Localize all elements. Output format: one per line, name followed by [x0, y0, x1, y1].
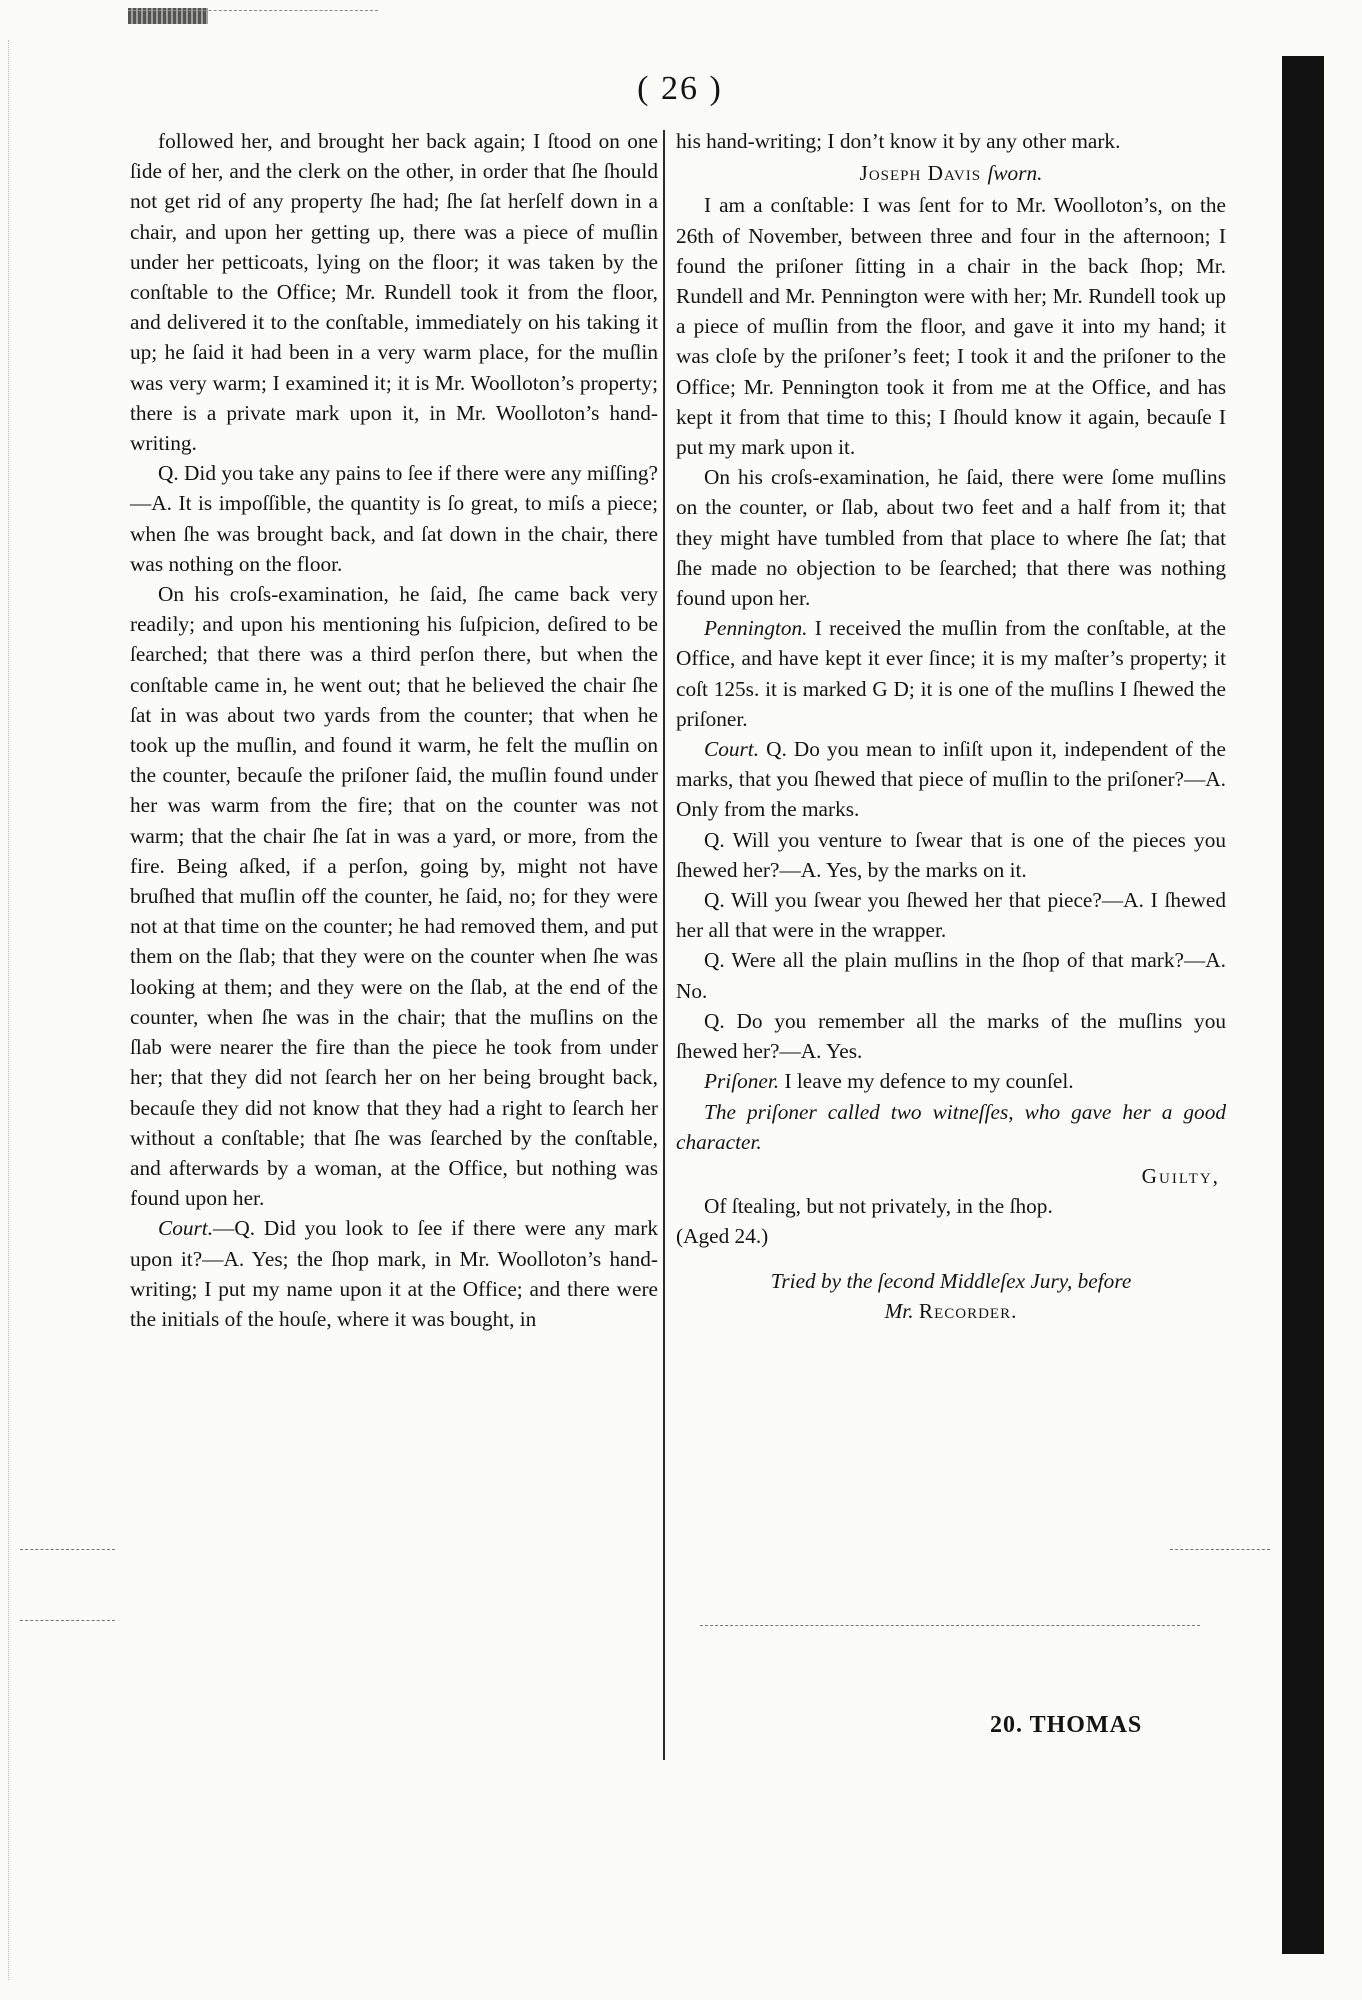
dashed-margin-line	[1170, 1549, 1270, 1551]
paragraph-text: Q. Were all the plain muſlins in the ſhop of that mark?—A. No.	[676, 948, 1226, 1003]
tried-by-text: Tried by the ſecond Middleſex Jury, before	[770, 1268, 1132, 1293]
top-rule	[128, 10, 378, 12]
left-paragraph	[130, 126, 658, 458]
left-paragraph	[130, 579, 658, 1213]
right-paragraph	[676, 885, 1226, 945]
paragraph-text: followed her, and brought her back again; I ſtood on one ſide of her, and the clerk on the other, in order that ſhe ſhould not get rid of any property ſhe had; ſhe ſat herſelf down in a chair, and upon her getting up, there was a piece of muſlin under her petticoats, lying on the floor; it was taken by the conſtable to the Office; Mr. Rundell took it from the floor, and delivered it to the conſtable, immediately on his taking it up; he ſaid it had been in a very warm place, for the muſlin was very warm; I examined it; it is Mr. Woolloton’s property; there is a private mark upon it, in Mr. Woolloton’s hand-writing.	[130, 129, 658, 456]
paragraph-text: I received the muſlin from the conſtable, at the Office, and have kept it ever ſince; it is my maſter’s property; it coſt 125s. it is marked G D; it is one of the muſlins I ſhewed the priſoner.	[676, 616, 1226, 731]
column-divider	[663, 130, 665, 1760]
prisoner-age: (Aged 24.)	[676, 1224, 769, 1249]
paragraph-text: Q. Did you take any pains to ſee if there were any miſſing?—A. It is impoſſible, the quantity is ſo great, to miſs a piece; when ſhe was brought back, and ſat down in the chair, there was nothing on the floor.	[130, 461, 658, 576]
verdict: Guilty,	[1141, 1163, 1220, 1188]
tried-by-judge-prefix: Mr.	[884, 1298, 914, 1323]
speaker-label: Court.	[158, 1216, 214, 1241]
prisoner-witnesses: The priſoner called two witneſſes, who gave her a good character.	[676, 1099, 1226, 1154]
right-paragraph	[676, 462, 1226, 613]
page-edge	[8, 40, 11, 1980]
tried-by-judge: Recorder.	[918, 1298, 1018, 1323]
right-column-intro: his hand-writing; I don’t know it by any other mark.	[676, 129, 1121, 153]
right-paragraph	[676, 734, 1226, 825]
paragraph-text: Q. Do you remember all the marks of the muſlins you ſhewed her?—A. Yes.	[676, 1008, 1226, 1064]
dashed-underline	[700, 1625, 1200, 1627]
paragraph-text: —Q. Did you look to ſee if there were any mark upon it?—A. Yes; the ſhop mark, in Mr. Woolloton’s hand-writing; I put my name upon it at the Office; and there were the initials of the houſe, where it was bought, in	[130, 1216, 658, 1331]
witness-heading	[676, 158, 1226, 188]
verdict-detail: Of ſtealing, but not privately, in the ſhop.	[704, 1194, 1053, 1219]
page-number: ( 26 )	[637, 70, 723, 107]
witness-sworn: ſworn.	[987, 161, 1043, 186]
right-column	[676, 126, 1226, 1326]
tried-by	[676, 1266, 1226, 1326]
paragraph-text: Q. Will you ſwear you ſhewed her that piece?—A. I ſhewed her all that were in the wrapper.	[676, 888, 1226, 943]
speaker-label: Court.	[704, 737, 760, 762]
speaker-label: Priſoner.	[704, 1069, 780, 1094]
paragraph-text: On his croſs-examination, he ſaid, there were ſome muſlins on the counter, or ſlab, about two feet and a half from it; that they might have tumbled from that place to where ſhe ſat; that ſhe made no objection to be ſearched; that there was nothing found upon her.	[676, 465, 1226, 611]
speaker-label: Pennington.	[704, 616, 808, 641]
dashed-margin-line	[20, 1549, 115, 1551]
right-paragraph	[676, 1066, 1226, 1096]
witness-name: Joseph Davis	[859, 161, 982, 186]
right-paragraph	[676, 190, 1226, 462]
paragraph-text: On his croſs-examination, he ſaid, ſhe came back very readily; and upon his mentioning his ſuſpicion, deſired to be ſearched; that there was a third perſon there, but when the conſtable came in, he went out; that he believed the chair ſhe ſat in was about two yards from the counter; that when he took up the muſlin, and found it warm, he felt the muſlin on the counter, becauſe the priſoner ſaid, the muſlin found under her was warm from the fire; that on the counter was not warm; that the chair ſhe ſat in was a yard, or more, from the fire. Being aſked, if a perſon, going by, might not have bruſhed that muſlin off the counter, he ſaid, no; for they were not at that time on the counter; he had removed them, and put them on the ſlab; that they were on the counter when ſhe was looking at them; and they were on the ſlab, at the end of the counter, when ſhe was in the chair; that the muſlins on the ſlab were nearer the fire than the piece he took from under her; that they did not ſearch her on her being brought back, becauſe they did not know that they had a right to ſearch her without a conſtable; that ſhe was ſearched by the conſtable, and afterwards by a woman, at the Office, but nothing was found upon her.	[130, 582, 658, 1211]
binding-shadow	[1282, 56, 1324, 1954]
paragraph-text: I am a conſtable: I was ſent for to Mr. Woolloton’s, on the 26th of November, between three and four in the afternoon; I found the priſoner ſitting in a chair in the back ſhop; Mr. Rundell and Mr. Pennington were with her; Mr. Rundell took up a piece of muſlin from the floor, and gave it into my hand; it was cloſe by the priſoner’s feet; I took it and the priſoner to the Office; Mr. Pennington took it from me at the Office, and has kept it from that time to this; I ſhould know it again, becauſe I put my mark upon it.	[676, 193, 1226, 460]
paragraph-text: I leave my defence to my counſel.	[779, 1069, 1074, 1094]
paragraph-text: Q. Do you mean to inſiſt upon it, independent of the marks, that you ſhewed that piece of muſlin to the priſoner?—A. Only from the marks.	[676, 737, 1226, 822]
right-paragraph	[676, 825, 1226, 885]
left-paragraph	[130, 458, 658, 579]
paragraph-text: Q. Will you venture to ſwear that is one of the pieces you ſhewed her?—A. Yes, by the marks on it.	[676, 827, 1226, 882]
left-paragraph	[130, 1213, 658, 1334]
right-paragraph	[676, 1006, 1226, 1066]
right-column-paragraphs	[676, 190, 1226, 1096]
left-column	[130, 126, 658, 1334]
right-paragraph	[676, 613, 1226, 734]
dashed-margin-line	[20, 1620, 115, 1622]
right-paragraph	[676, 945, 1226, 1005]
catchword: 20. THOMAS	[990, 1712, 1143, 1738]
